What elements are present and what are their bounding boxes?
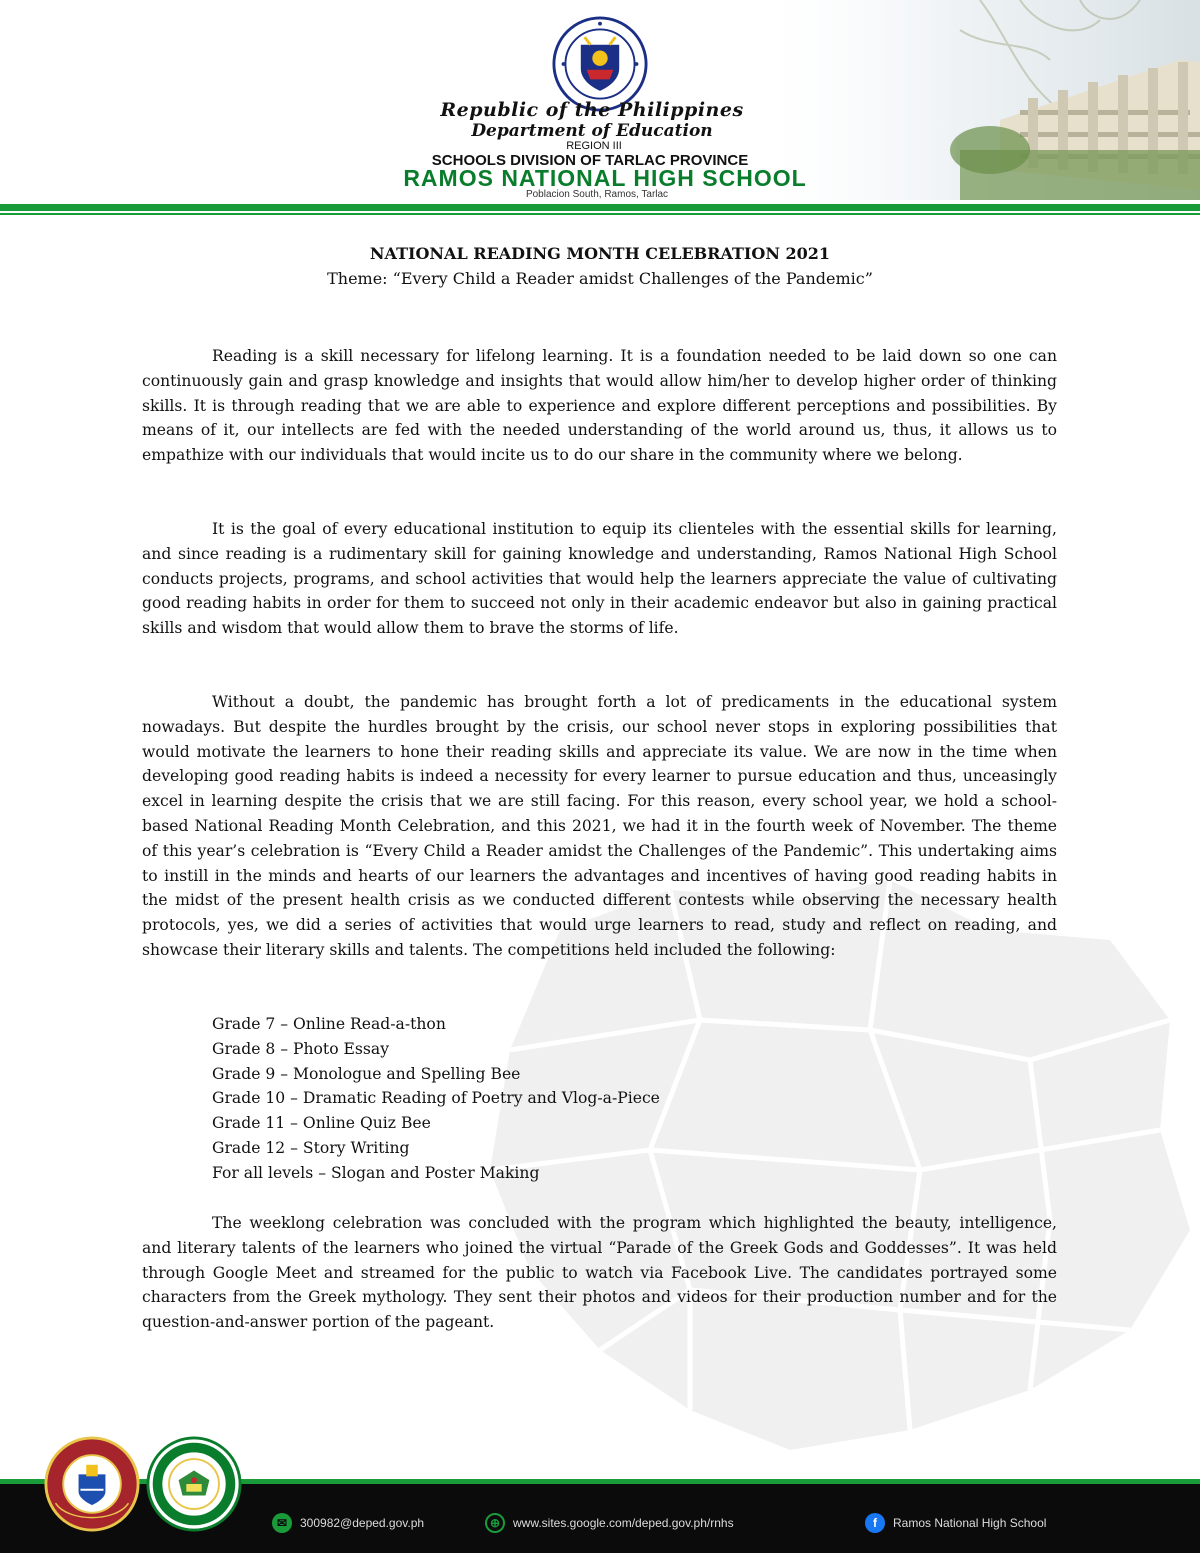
email-text: 300982@deped.gov.ph bbox=[300, 1516, 425, 1530]
department-heading: Department of Education bbox=[471, 121, 713, 141]
list-item: For all levels – Slogan and Poster Making bbox=[212, 1163, 540, 1182]
document-title: NATIONAL READING MONTH CELEBRATION 2021 bbox=[369, 244, 831, 263]
paragraph-2: It is the goal of every educational institution to equip its clienteles with the essential skills for learning, and since reading is a rudimentary skill for gaining knowledge and understanding, Ramos National High School conducts projects, programs, and school activities that would help the learners appreciate the value of cultivating good reading habits in order for them to succeed not only in their academic endeavor but also in gaining practical skills and wisdom that would allow them to brave the storms of life. bbox=[142, 520, 1057, 638]
footer-website[interactable] bbox=[485, 1513, 734, 1533]
facebook-text: Ramos National High School bbox=[893, 1516, 1047, 1530]
region-label: REGION III bbox=[566, 140, 622, 152]
document-theme: Theme: “Every Child a Reader amidst Challenges of the Pandemic” bbox=[327, 269, 873, 288]
paragraph-3: Without a doubt, the pandemic has brought forth a lot of predicaments in the educational system nowadays. But despite the hurdles brought by the crisis, our school never stops in exploring possibilities that would motivate the learners to hone their reading skills and appreciate its value. We are now in the time when developing good reading habits is indeed a necessity for every learner to pursue education and thus, unceasingly excel in learning despite the crisis that we are still facing. For this reason, every school year, we hold a school-based National Reading Month Celebration, and this 2021, we had it in the fourth week of November. The theme of this year’s celebration is “Every Child a Reader amidst the Challenges of the Pandemic”. This undertaking aims to instill in the minds and hearts of our learners the advantages and incentives of having good reading habits in the midst of the present health crisis as we conducted different contests while observing the necessary health protocols, yes, we did a series of activities that would urge learners to read, study and reflect on reading, and showcase their literary skills and talents. The competitions held included the following: bbox=[142, 693, 1057, 959]
republic-heading: Republic of the Philippines bbox=[440, 99, 744, 121]
header-divider-thin bbox=[0, 213, 1200, 215]
deped-seal-logo bbox=[552, 16, 648, 112]
globe-icon: ⊕ bbox=[485, 1513, 505, 1533]
paragraph-4: The weeklong celebration was concluded with the program which highlighted the beauty, intelligence, and literary talents of the learners who joined the virtual “Parade of the Greek Gods and Goddesses”. It was held through Google Meet and streamed for the public to watch via Facebook Live. The candidates portrayed some characters from the Greek mythology. They sent their photos and videos for their production number and for the question-and-answer portion of the pageant. bbox=[142, 1214, 1057, 1332]
header-divider bbox=[0, 204, 1200, 211]
school-address: Poblacion South, Ramos, Tarlac bbox=[525, 189, 669, 200]
rnhs-school-logo bbox=[146, 1436, 242, 1532]
school-name: RAMOS NATIONAL HIGH SCHOOL bbox=[403, 165, 807, 191]
sdo-tarlac-logo bbox=[44, 1436, 140, 1532]
website-text: www.sites.google.com/deped.gov.ph/rnhs bbox=[513, 1516, 734, 1530]
competition-list bbox=[212, 1012, 660, 1186]
list-item: Grade 7 – Online Read-a-thon bbox=[212, 1015, 446, 1033]
list-item: Grade 8 – Photo Essay bbox=[212, 1039, 390, 1058]
list-item: Grade 12 – Story Writing bbox=[212, 1138, 410, 1157]
footer-facebook[interactable] bbox=[865, 1513, 1046, 1533]
facebook-icon: f bbox=[865, 1513, 885, 1533]
email-icon: ✉ bbox=[272, 1513, 292, 1533]
division-label: SCHOOLS DIVISION OF TARLAC PROVINCE bbox=[431, 152, 749, 169]
paragraph-1: Reading is a skill necessary for lifelong learning. It is a foundation needed to be laid down so one can continuously gain and grasp knowledge and insights that would allow him/her to develop higher order of thinking skills. It is through reading that we are able to experience and explore different perceptions and possibilities. By means of it, our intellects are fed with the needed understanding of the world around us, thus, it allows us to empathize with our individuals that would incite us to do our share in the community where we belong. bbox=[142, 347, 1057, 465]
list-item: Grade 11 – Online Quiz Bee bbox=[212, 1114, 431, 1133]
list-item: Grade 9 – Monologue and Spelling Bee bbox=[212, 1064, 521, 1083]
footer-email[interactable] bbox=[272, 1513, 424, 1533]
list-item: Grade 10 – Dramatic Reading of Poetry and Vlog-a-Piece bbox=[212, 1089, 660, 1108]
